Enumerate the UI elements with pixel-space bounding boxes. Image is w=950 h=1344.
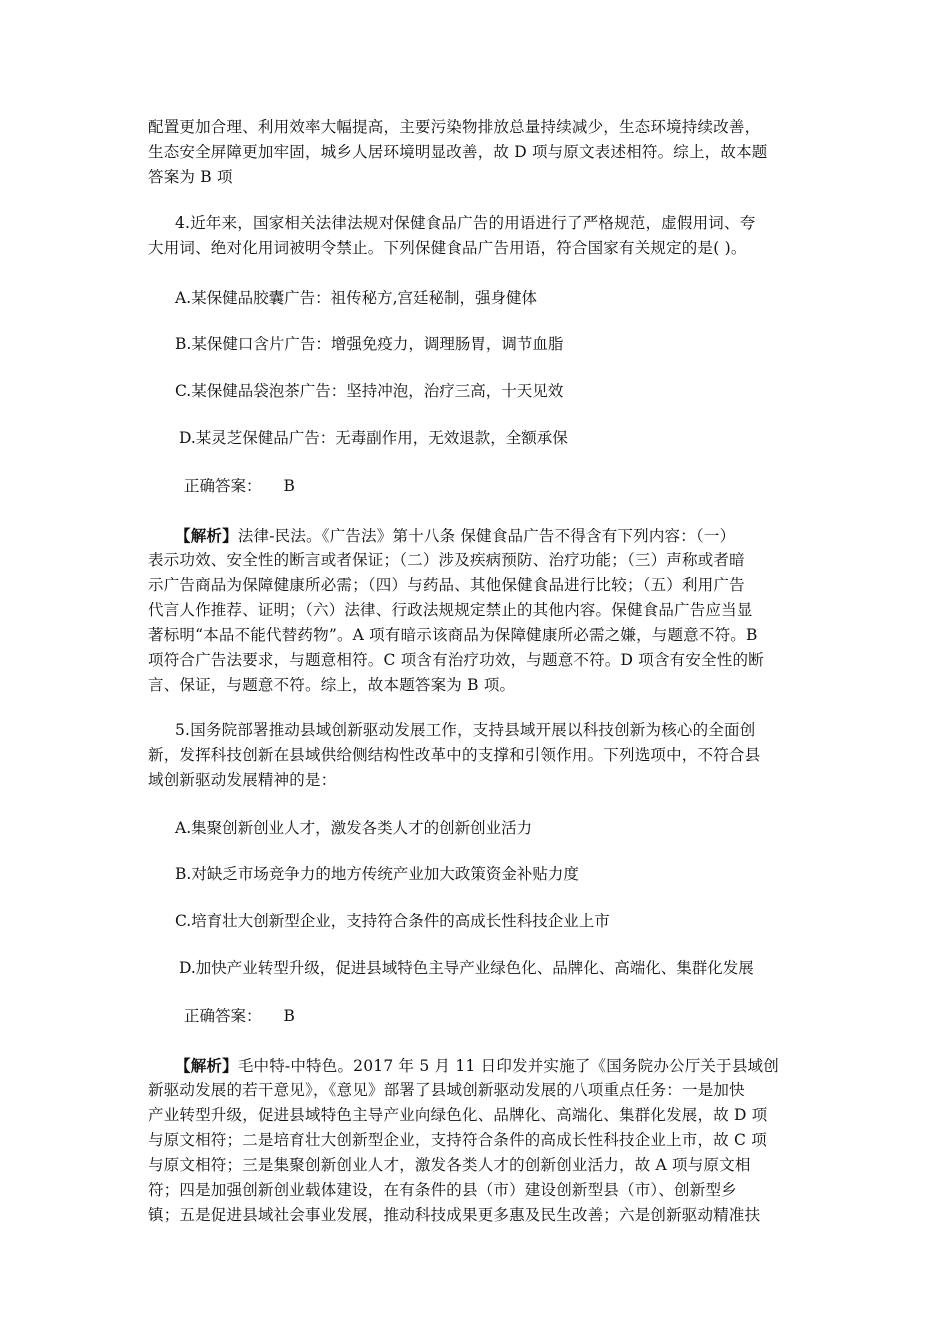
analysis-line: 表示功效、安全性的断言或者保证；（二）涉及疾病预防、治疗功能；（三）声称或者暗 — [148, 551, 745, 569]
question-stem-line: 大用词、绝对化用词被明令禁止。下列保健食品广告用语，符合国家有关规定的是( )。 — [148, 239, 747, 257]
analysis-line: 项符合广告法要求，与题意相符。C 项含有治疗功效，与题意不符。D 项含有安全性的断 — [148, 651, 764, 669]
paragraph-line: 配置更加合理、利用效率大幅提高，主要污染物排放总量持续减少，生态环境持续改善， — [148, 118, 761, 136]
question-4-option-d: D.某灵芝保健品广告：无毒副作用，无效退款，全额承保 — [179, 429, 568, 447]
question-stem-line: 新，发挥科技创新在县域供给侧结构性改革中的支撑和引领作用。下列选项中，不符合县 — [148, 746, 761, 764]
question-stem-line: 5.国务院部署推动县域创新驱动发展工作，支持县域开展以科技创新为核心的全面创 — [175, 721, 756, 739]
analysis-line: 镇；五是促进县域社会事业发展，推动科技成果更多惠及民生改善；六是创新驱动精准扶 — [148, 1206, 761, 1224]
analysis-line: 与原文相符；三是集聚创新创业人才，激发各类人才的创新创业活力，故 A 项与原文相 — [148, 1156, 751, 1174]
question-4-option-b: B.某保健口含片广告：增强免疫力，调理肠胃，调节血脂 — [175, 335, 564, 353]
continuation-paragraph — [148, 115, 808, 190]
question-5-option-c: C.培育壮大创新型企业，支持符合条件的高成长性科技企业上市 — [175, 912, 610, 930]
question-5-option-a: A.集聚创新创业人才，激发各类人才的创新创业活力 — [175, 819, 533, 837]
question-stem-line: 4.近年来，国家相关法律法规对保健食品广告的用语进行了严格规范，虚假用词、夸 — [175, 214, 756, 232]
question-5-option-d: D.加快产业转型升级，促进县域特色主导产业绿色化、品牌化、高端化、集群化发展 — [179, 959, 754, 977]
question-4-option-a: A.某保健品胶囊广告：祖传秘方,宫廷秘制，强身健体 — [175, 289, 538, 307]
answer-value: B — [283, 1007, 295, 1025]
paragraph-line: 答案为 B 项 — [148, 168, 233, 186]
analysis-line: 与原文相符；二是培育壮大创新型企业，支持符合条件的高成长性科技企业上市，故 C 项 — [148, 1131, 767, 1149]
question-4-analysis — [148, 523, 808, 698]
analysis-line: 言、保证，与题意不符。综上，故本题答案为 B 项。 — [148, 676, 516, 694]
answer-label: 正确答案： — [184, 477, 262, 495]
question-5-answer — [184, 1004, 295, 1029]
question-4-option-c: C.某保健品袋泡茶广告：坚持冲泡，治疗三高，十天见效 — [175, 382, 564, 400]
analysis-line: 【解析】毛中特-中特色。2017 年 5 月 11 日印发并实施了《国务院办公厅关于县域创 — [175, 1056, 779, 1075]
question-5-analysis — [148, 1053, 808, 1228]
analysis-line: 示广告商品为保障健康所必需；（四）与药品、其他保健食品进行比较；（五）利用广告 — [148, 576, 745, 594]
analysis-line: 符；四是加强创新创业载体建设，在有条件的县（市）建设创新型县（市）、创新型乡 — [148, 1181, 737, 1199]
question-5-option-b: B.对缺乏市场竞争力的地方传统产业加大政策资金补贴力度 — [175, 865, 579, 883]
paragraph-line: 生态安全屏障更加牢固，城乡人居环境明显改善，故 D 项与原文表述相符。综上，故本题 — [148, 143, 768, 161]
analysis-line: 【解析】法律-民法。《广告法》第十八条 保健食品广告不得含有下列内容：（一） — [175, 526, 736, 545]
question-4-answer — [184, 474, 295, 499]
analysis-line: 产业转型升级，促进县域特色主导产业向绿色化、品牌化、高端化、集群化发展，故 D 项 — [148, 1106, 768, 1124]
analysis-tag: 【解析】 — [175, 1056, 238, 1075]
question-4-stem — [148, 211, 808, 261]
analysis-line: 代言人作推荐、证明；（六）法律、行政法规规定禁止的其他内容。保健食品广告应当显 — [148, 601, 753, 619]
analysis-tag: 【解析】 — [175, 526, 238, 545]
analysis-line: 著标明“本品不能代替药物”。A 项有暗示该商品为保障健康所必需之嫌，与题意不符。B — [148, 626, 758, 644]
analysis-line: 新驱动发展的若干意见》，《意见》部署了县域创新驱动发展的八项重点任务：一是加快 — [148, 1081, 745, 1099]
answer-label: 正确答案： — [184, 1007, 262, 1025]
question-stem-line: 域创新驱动发展精神的是： — [148, 771, 337, 789]
answer-value: B — [283, 477, 295, 495]
question-5-stem — [148, 718, 808, 793]
